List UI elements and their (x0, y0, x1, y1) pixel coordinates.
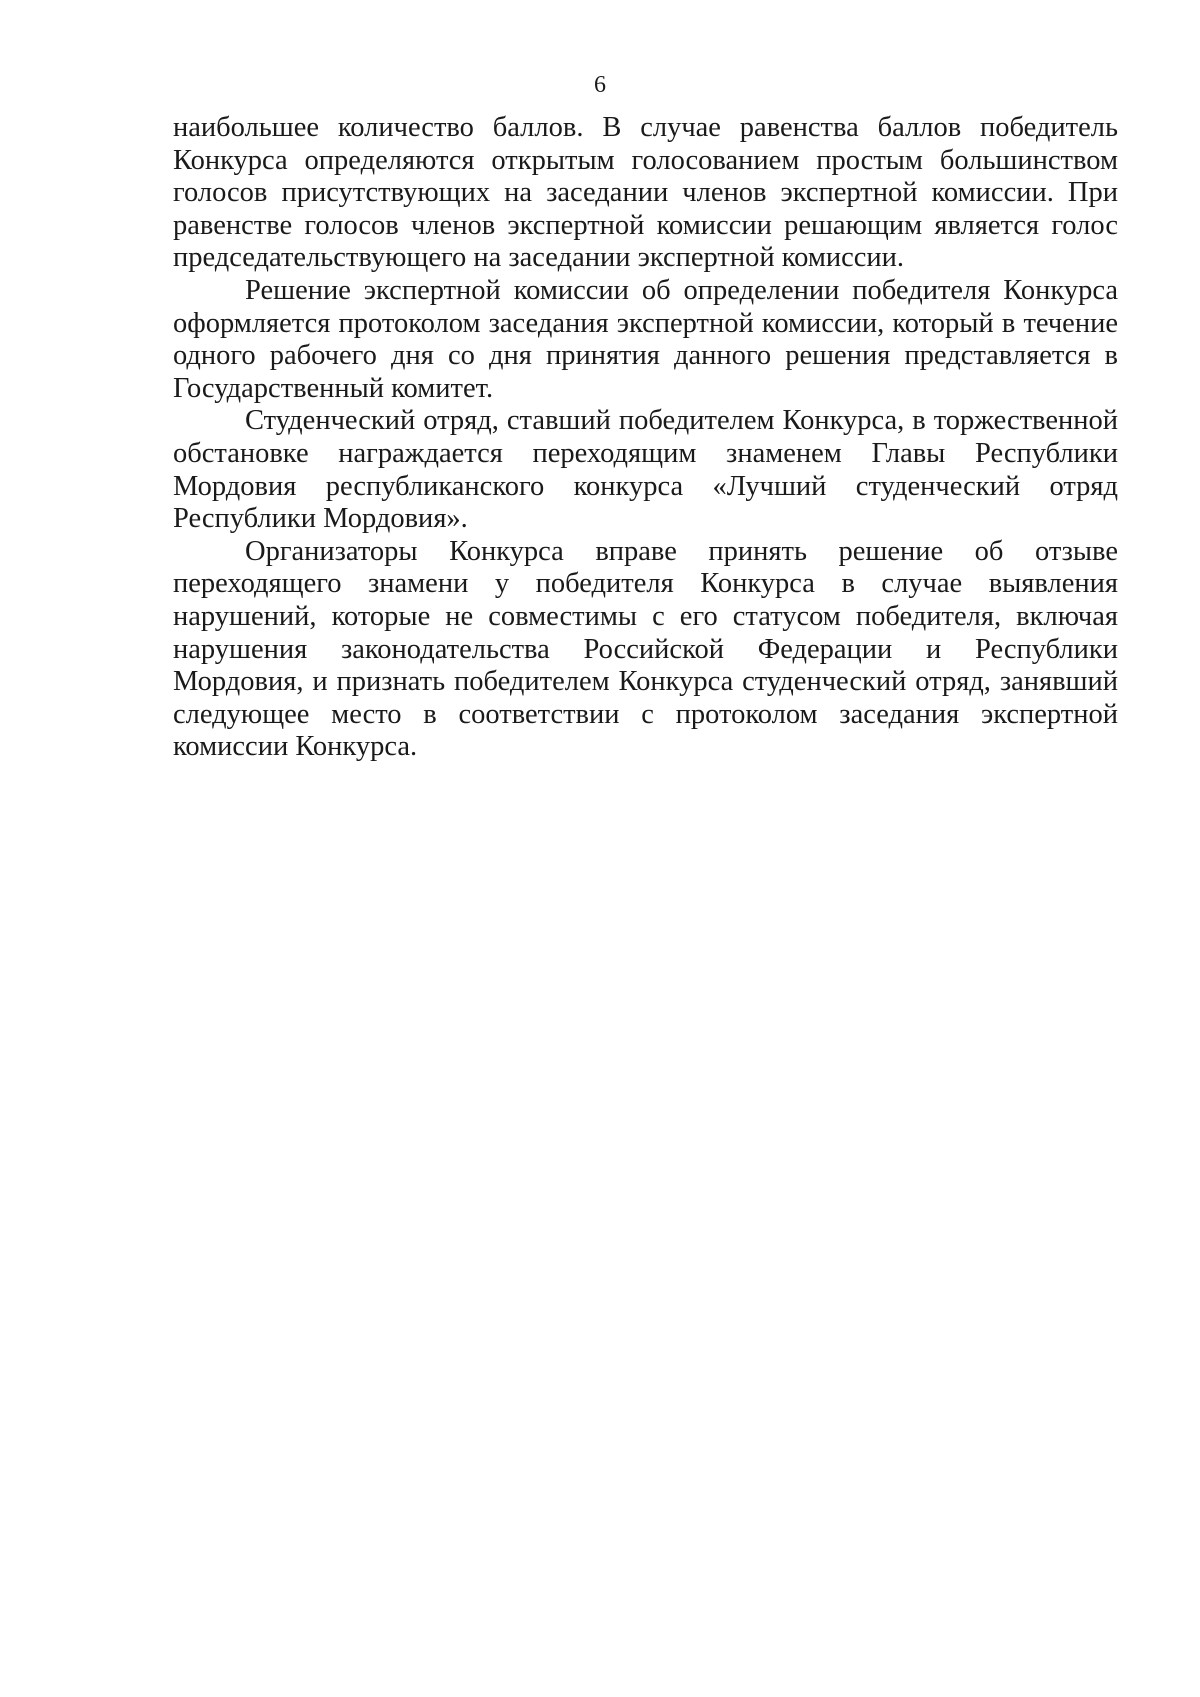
page-number: 6 (594, 72, 606, 98)
document-body (173, 112, 1118, 764)
paragraph-2: Решение экспертной комиссии об определении победителя Конкурса оформляется протоколом заседания экспертной комиссии, который в течение одного рабочего дня со дня принятия данного решения представляется в Государственный комитет. (173, 274, 1118, 404)
paragraph-3: Студенческий отряд, ставший победителем Конкурса, в торжественной обстановке награждается переходящим знаменем Главы Республики Мордовия республиканского конкурса «Лучший студенческий отряд Республики Мордовия». (173, 405, 1118, 535)
paragraph-1: наибольшее количество баллов. В случае равенства баллов победитель Конкурса определяются открытым голосованием простым большинством голосов присутствующих на заседании членов экспертной комиссии. При равенстве голосов членов экспертной комиссии решающим является голос председательствующего на заседании экспертной комиссии. (173, 112, 1118, 274)
paragraph-4: Организаторы Конкурса вправе принять решение об отзыве переходящего знамени у победителя Конкурса в случае выявления нарушений, которые не совместимы с его статусом победителя, включая нарушения законодательства Российской Федерации и Республики Мордовия, и признать победителем Конкурса студенческий отряд, занявший следующее место в соответствии с протоколом заседания экспертной комиссии Конкурса. (173, 535, 1118, 763)
